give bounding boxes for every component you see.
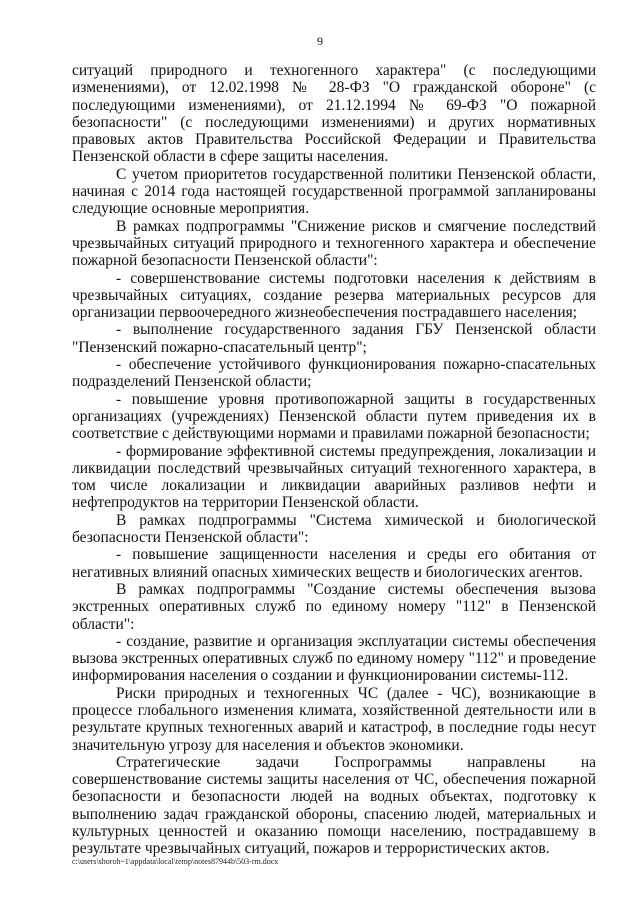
list-item-emergency-system: - формирование эффективной системы предупреждения, локализации и ликвидации последствий чрезвычайных ситуаций техногенного характера, в том числе локализации и ликвидации аварийных разливов нефти и нефтепродуктов на территории Пензенской области. xyxy=(72,442,596,512)
list-item-training: - совершенствование системы подготовки населения к действиям в чрезвычайных ситуациях, создание резерва материальных ресурсов для организации первоочередного жизнеобеспечения пострадавшего населения; xyxy=(72,269,596,322)
paragraph-strategic-tasks: Стратегические задачи Госпрограммы направлены на совершенствование системы защиты населения от ЧС, обеспечения пожарной безопасности и безопасности людей на водных объектах, подготовку к выполнению задач гражданской обороны, спасению людей, материальных и культурных ценностей и оказанию помощи населению, пострадавшему в результате чрезвычайных ситуаций, пожаров и террористических актов. xyxy=(72,753,596,858)
paragraph-risks: Риски природных и техногенных ЧС (далее - ЧС), возникающие в процессе глобального изменения климата, хозяйственной деятельности или в результате крупных техногенных аварий и катастроф, в последние годы несут значительную угрозу для населения и объектов экономики. xyxy=(72,684,596,754)
paragraph-continuation: ситуаций природного и техногенного характера" (с последующими изменениями), от 12.02.1998 № 28-ФЗ "О гражданской обороне" (с последующими изменениями), от 21.12.1994 № 69-ФЗ "О пожарной безопасности" (с последующими изменениями) и других нормативных правовых актов Правительства Российской Федерации и Правительства Пензенской области в сфере защиты населения. xyxy=(72,62,596,166)
list-item-fire-protection: - повышение уровня противопожарной защиты в государственных организациях (учреждениях) Пензенской области путем приведения их в соответствие с действующими нормами и правилами пожарной безопасности; xyxy=(72,390,596,443)
paragraph-subprogram-chemical: В рамках подпрограммы "Система химической и биологической безопасности Пензенской области": xyxy=(72,511,596,547)
list-item-state-task: - выполнение государственного задания ГБУ Пензенской области "Пензенский пожарно-спасательный центр"; xyxy=(72,321,596,356)
paragraph-subprogram-risks: В рамках подпрограммы "Снижение рисков и смягчение последствий чрезвычайных ситуаций природного и техногенного характера и обеспечение пожарной безопасности Пензенской области": xyxy=(72,217,596,270)
paragraph-priorities: С учетом приоритетов государственной политики Пензенской области, начиная с 2014 года настоящей государственной программой запланированы следующие основные мероприятия. xyxy=(72,165,596,218)
page-number: 9 xyxy=(317,34,323,48)
list-item-protection: - повышение защищенности населения и среды его обитания от негативных влияний опасных химических веществ и биологических агентов. xyxy=(72,546,596,581)
document-body xyxy=(72,62,596,858)
list-item-fire-units: - обеспечение устойчивого функционирования пожарно-спасательных подразделений Пензенской области; xyxy=(72,356,596,391)
list-item-112-system: - создание, развитие и организация эксплуатации системы обеспечения вызова экстренных оперативных служб по единому номеру "112" и проведение информирования населения о создании и функционировании системы-112. xyxy=(72,632,596,685)
paragraph-subprogram-112: В рамках подпрограммы "Создание системы обеспечения вызова экстренных оперативных служб по единому номеру "112" в Пензенской области": xyxy=(72,580,596,633)
footer-file-path: c:\users\shoroh~1\appdata\local\temp\notes87944b\503-rm.docx xyxy=(72,857,279,866)
